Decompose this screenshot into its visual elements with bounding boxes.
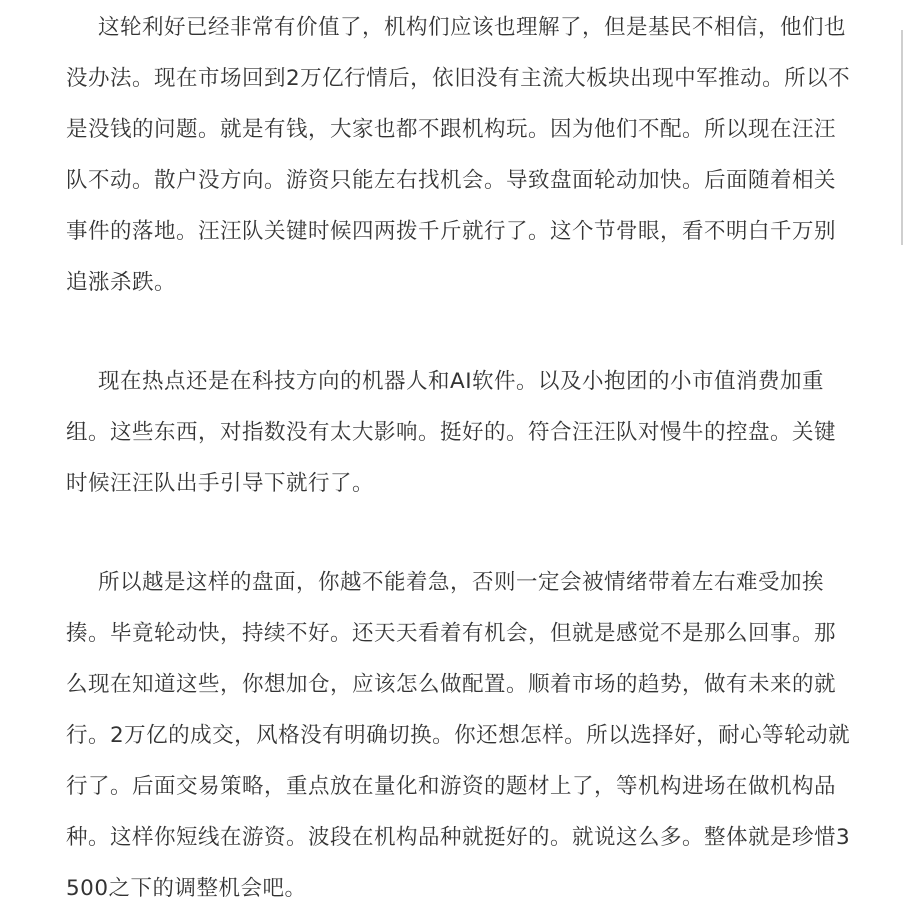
paragraph: 所以越是这样的盘面，你越不能着急，否则一定会被情绪带着左右难受加挨揍。毕竟轮动快，持续不好。还天天看着有机会，但就是感觉不是那么回事。那么现在知道这些，你想加仓，应该怎么做配置。顺着市场的趋势，做有未来的就行。2万亿的成交，风格没有明确切换。你还想怎样。所以选择好，耐心等轮动就行了。后面交易策略，重点放在量化和游资的题材上了，等机构进场在做机构品种。这样你短线在游资。波段在机构品种就挺好的。就说这么多。整体就是珍惜3500之下的调整机会吧。 [66, 570, 851, 901]
paragraph: 现在热点还是在科技方向的机器人和AI软件。以及小抱团的小市值消费加重组。这些东西，对指数没有太大影响。挺好的。符合汪汪队对慢牛的控盘。关键时候汪汪队出手引导下就行了。 [66, 369, 837, 496]
paragraph: 这轮利好已经非常有价值了，机构们应该也理解了，但是基民不相信，他们也没办法。现在市场回到2万亿行情后，依旧没有主流大板块出现中军推动。所以不是没钱的问题。就是有钱，大家也都不跟机构玩。因为他们不配。所以现在汪汪队不动。散户没方向。游资只能左右找机会。导致盘面轮动加快。后面随着相关事件的落地。汪汪队关键时候四两拨千斤就行了。这个节骨眼，看不明白千万别追涨杀跌。 [66, 15, 851, 295]
article-body [66, 0, 856, 914]
